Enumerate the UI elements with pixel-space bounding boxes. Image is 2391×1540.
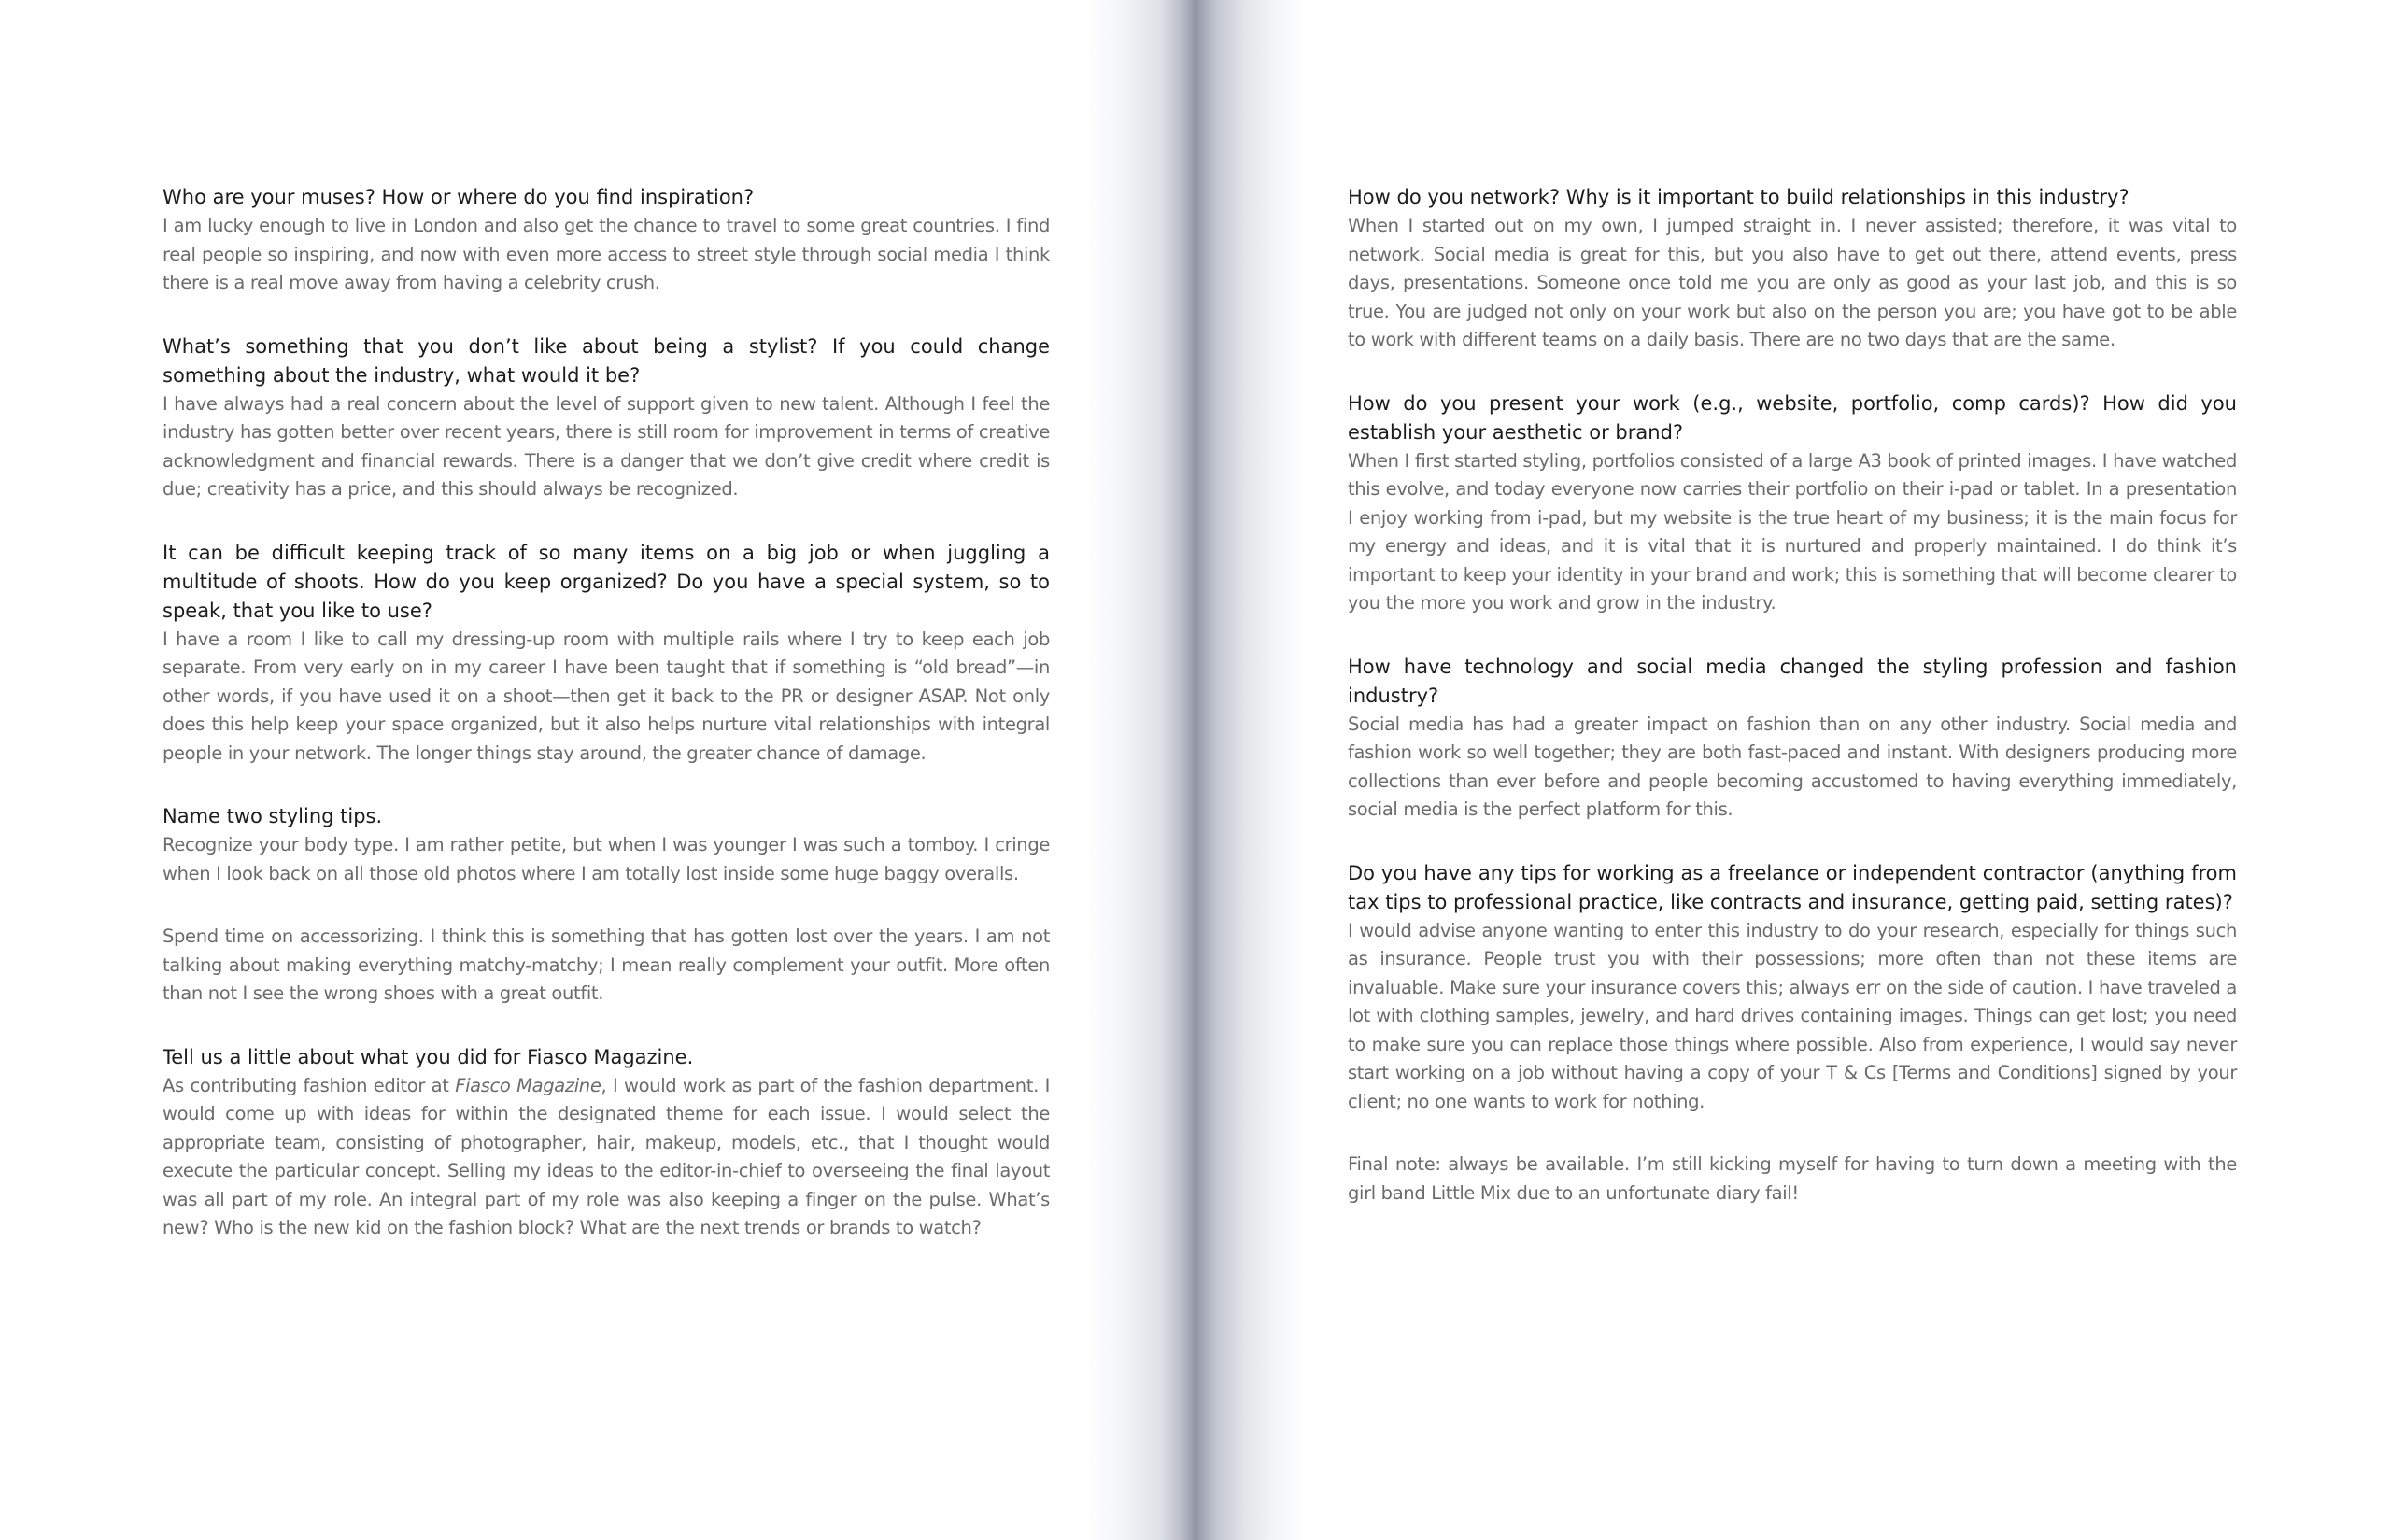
answer-text: , I would work as part of the fashion department. I would come up with ideas for within the designated theme for each issue. I would select the appropriate team, consisting of photographer, hair, makeup, models, etc., that I thought would execute the particular concept. Selling my ideas to the editor-in-chief to overseeing the final layout was all part of my role. An integral part of my role was also keeping a finger on the pulse. What’s new? Who is the new kid on the fashion block? What are the next trends or brands to watch? — [163, 1074, 1050, 1238]
question: Do you have any tips for working as a freelance or independent contractor (anything from tax tips to professional practice, like contracts and insurance, getting paid, setting rates)? — [1348, 861, 2237, 913]
right-page — [1348, 183, 2237, 1208]
question: What’s something that you don’t like about being a stylist? If you could change something about the industry, what would it be? — [163, 334, 1050, 387]
answer: When I first started styling, portfolios consisted of a large A3 book of printed images. I have watched this evolve, and today everyone now carries their portfolio on their i-pad or tablet. In a presentation I enjoy working from i-pad, but my website is the true heart of my business; it is the main focus for my energy and ideas, and it is vital that it is nurtured and properly maintained. I do think it’s important to keep your identity in your brand and work; this is something that will become clearer to you the more you work and grow in the industry. — [1348, 449, 2237, 614]
answer: I would advise anyone wanting to enter this industry to do your research, especially for things such as insurance. People trust you with their possessions; more often than not these items are invaluable. Make sure your insurance covers this; always err on the side of caution. I have traveled a lot with clothing samples, jewelry, and hard drives containing images. Things can get lost; you need to make sure you can replace those things where possible. Also from experience, I would say never start working on a job without having a copy of your T & Cs [Terms and Conditions] signed by your client; no one wants to work for nothing. — [1348, 919, 2237, 1112]
qa-block-fiasco — [163, 1043, 1050, 1243]
qa-block-social-media — [1348, 653, 2237, 825]
qa-block-freelance — [1348, 859, 2237, 1117]
answer: I have a room I like to call my dressing-up room with multiple rails where I try to keep each job separate. From very early on in my career I have been taught that if something is “old bread”—in other words, if you have used it on a shoot—then get it back to the PR or designer ASAP. Not only does this help keep your space organized, but it also helps nurture vital relationships with integral people in your network. The longer things stay around, the greater chance of damage. — [163, 628, 1050, 764]
magazine-title: Fiasco Magazine — [455, 1074, 601, 1096]
left-page — [163, 183, 1050, 1278]
question: How have technology and social media changed the styling profession and fashion industry? — [1348, 655, 2237, 707]
qa-block-dislike — [163, 332, 1050, 504]
book-gutter-shadow — [1083, 0, 1308, 1540]
final-note: Final note: always be available. I’m still kicking myself for having to turn down a meeting with the girl band Little Mix due to an unfortunate diary fail! — [1348, 1153, 2237, 1204]
question: Tell us a little about what you did for Fiasco Magazine. — [163, 1045, 694, 1068]
question: Who are your muses? How or where do you find inspiration? — [163, 186, 755, 208]
answer: I am lucky enough to live in London and also get the chance to travel to some great countries. I find real people so inspiring, and now with even more access to street style through social media I think there is a real move away from having a celebrity crush. — [163, 215, 1050, 293]
qa-block-organized — [163, 539, 1050, 769]
answer: Social media has had a greater impact on fashion than on any other industry. Social media and fashion work so well together; they are both fast-paced and instant. With designers producing more collections than ever before and people becoming accustomed to having everything immediately, social media is the perfect platform for this. — [1348, 713, 2237, 820]
answer: I have always had a real concern about the level of support given to new talent. Although I feel the industry has gotten better over recent years, there is still room for improvement in terms of creative acknowledgment and financial rewards. There is a danger that we don’t give credit where credit is due; creativity has a price, and this should always be recognized. — [163, 392, 1050, 500]
qa-block-network — [1348, 183, 2237, 355]
qa-block-styling-tips — [163, 802, 1050, 1009]
answer: Spend time on accessorizing. I think this is something that has gotten lost over the years. I am not talking about making everything matchy-matchy; I mean really complement your outfit. More often than not I see the wrong shoes with a great outfit. — [163, 925, 1050, 1004]
answer — [163, 1072, 1050, 1243]
qa-block-muses — [163, 183, 1050, 298]
answer-text: As contributing fashion editor at — [163, 1074, 456, 1096]
question: How do you network? Why is it important to build relationships in this industry? — [1348, 186, 2129, 208]
question: It can be difficult keeping track of so many items on a big job or when juggling a multitude of shoots. How do you keep organized? Do you have a special system, so to speak, that you like to use? — [163, 541, 1050, 622]
answer: Recognize your body type. I am rather petite, but when I was younger I was such a tomboy. I cringe when I look back on all those old photos where I am totally lost inside some huge baggy overalls. — [163, 834, 1050, 884]
question: Name two styling tips. — [163, 805, 383, 827]
qa-block-present-work — [1348, 389, 2237, 618]
question: How do you present your work (e.g., website, portfolio, comp cards)? How did you establish your aesthetic or brand? — [1348, 391, 2237, 444]
answer: When I started out on my own, I jumped straight in. I never assisted; therefore, it was vital to network. Social media is great for this, but you also have to get out there, attend events, press days, presentations. Someone once told me you are only as good as your last job, and this is so true. You are judged not only on your work but also on the person you are; you have got to be able to work with different teams on a daily basis. There are no two days that are the same. — [1348, 215, 2237, 350]
